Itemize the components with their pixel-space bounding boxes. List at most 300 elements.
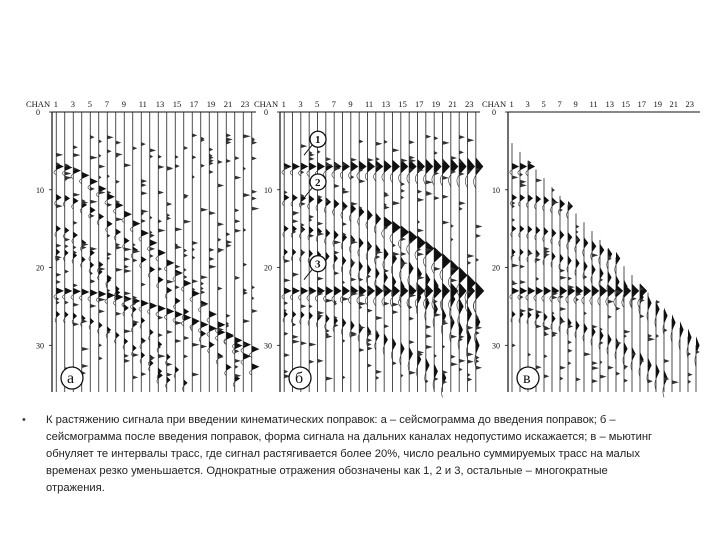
wavelet-mark [116, 332, 120, 339]
wavelet-mark [65, 227, 70, 234]
noise-mark [175, 265, 180, 269]
wavelet-mark [326, 314, 330, 323]
noise-mark [560, 208, 563, 212]
wavelet-mark [301, 311, 305, 319]
wavelet-mark [141, 230, 149, 237]
wavelet-mark [90, 178, 98, 185]
noise-mark [150, 254, 154, 258]
noise-mark [167, 216, 171, 220]
noise-mark [560, 307, 566, 311]
panel-letter: б [295, 370, 304, 387]
noise-mark [235, 374, 242, 378]
noise-mark [544, 247, 549, 251]
wavelet-mark [560, 286, 567, 296]
wavelet-mark [584, 237, 588, 248]
noise-mark [209, 211, 216, 215]
noise-mark [184, 354, 188, 358]
noise-mark [468, 378, 473, 382]
noise-mark [309, 360, 314, 364]
wavelet-mark [584, 261, 588, 272]
noise-mark [520, 265, 525, 269]
noise-mark [192, 372, 199, 376]
noise-mark [184, 336, 190, 340]
noise-mark [141, 191, 147, 195]
wavelet-mark [201, 321, 209, 328]
noise-mark [664, 328, 667, 332]
noise-mark [476, 356, 480, 360]
wavelet-mark [600, 267, 604, 279]
seismogram-panel-3 [482, 99, 700, 397]
wavelet-mark [209, 311, 217, 318]
noise-mark [124, 269, 132, 273]
noise-mark [476, 234, 481, 238]
channel-tick-label: 11 [365, 99, 374, 109]
noise-mark [426, 135, 431, 139]
wavelet-mark [252, 346, 260, 353]
noise-mark [99, 309, 105, 313]
noise-mark [184, 220, 192, 224]
noise-mark [418, 198, 425, 202]
wavelet-mark [476, 282, 484, 300]
noise-mark [243, 134, 251, 138]
noise-mark [359, 305, 362, 309]
noise-mark [201, 208, 208, 212]
noise-mark [141, 219, 146, 223]
noise-mark [544, 374, 549, 378]
noise-mark [90, 187, 95, 191]
channel-tick-label: 17 [189, 99, 199, 109]
noise-mark [544, 354, 548, 358]
noise-mark [401, 237, 406, 241]
wavelet-mark [334, 253, 338, 263]
caption-bullet: • [22, 414, 26, 426]
channel-tick-label: 23 [240, 99, 250, 109]
noise-mark [252, 141, 257, 145]
noise-mark [90, 200, 97, 204]
noise-mark [326, 334, 333, 338]
noise-mark [243, 228, 246, 232]
channel-tick-label: 9 [573, 99, 578, 109]
noise-mark [426, 345, 433, 349]
reflection-marker-label: 1 [315, 134, 321, 147]
noise-mark [401, 195, 404, 199]
noise-mark [418, 276, 425, 280]
wavelet-mark [592, 240, 596, 252]
noise-mark [552, 311, 554, 315]
noise-mark [476, 326, 482, 330]
channel-tick-label: 21 [448, 99, 457, 109]
noise-mark [376, 370, 382, 374]
wavelet-mark [459, 282, 467, 299]
noise-mark [409, 340, 415, 344]
noise-mark [73, 322, 79, 326]
wavelet-mark [309, 162, 317, 170]
wavelet-mark [309, 312, 313, 320]
noise-mark [201, 282, 204, 286]
noise-mark [99, 154, 102, 158]
noise-mark [401, 252, 407, 256]
noise-mark [343, 375, 346, 379]
wavelet-mark [334, 199, 339, 209]
wavelet-mark [56, 311, 60, 318]
wavelet-mark [672, 314, 676, 331]
wavelet-mark [368, 209, 373, 221]
wavelet-mark [528, 311, 532, 319]
wavelet-mark [468, 158, 476, 176]
wavelet-mark [608, 271, 612, 284]
noise-mark [209, 265, 216, 269]
noise-mark [99, 164, 106, 168]
noise-mark [536, 277, 539, 281]
noise-mark [552, 188, 555, 192]
noise-mark [468, 373, 471, 377]
wavelet-mark [175, 311, 183, 318]
noise-mark [107, 149, 111, 153]
channel-tick-label: 23 [685, 99, 694, 109]
wavelet-mark [544, 227, 548, 236]
noise-mark [284, 259, 290, 263]
noise-mark [351, 202, 358, 206]
noise-mark [688, 352, 691, 356]
wavelet-mark [528, 287, 535, 295]
noise-mark [73, 303, 79, 307]
noise-mark [158, 354, 165, 358]
wavelet-mark [584, 285, 591, 296]
channel-tick-label: 17 [415, 99, 424, 109]
noise-mark [252, 285, 255, 289]
wavelet-mark [90, 207, 95, 214]
noise-mark [56, 297, 59, 301]
time-tick-label: 0 [492, 108, 496, 117]
noise-mark [284, 332, 288, 336]
wavelet-mark [368, 161, 376, 173]
noise-mark [476, 258, 479, 262]
noise-mark [393, 361, 397, 365]
noise-mark [150, 230, 153, 234]
noise-mark [560, 276, 567, 280]
noise-mark [209, 170, 213, 174]
noise-mark [520, 183, 527, 187]
noise-mark [451, 335, 457, 339]
wavelet-mark [226, 364, 231, 371]
noise-mark [65, 172, 71, 176]
noise-mark [82, 246, 87, 250]
channel-tick-label: 15 [172, 99, 182, 109]
wavelet-mark [384, 160, 392, 173]
noise-mark [252, 196, 257, 200]
noise-mark [592, 379, 598, 383]
noise-mark [560, 269, 565, 273]
wavelet-mark [65, 288, 73, 295]
noise-mark [192, 155, 196, 159]
noise-mark [201, 164, 205, 168]
noise-mark [443, 195, 449, 199]
wavelet-mark [624, 342, 628, 356]
noise-mark [451, 156, 457, 160]
noise-mark [544, 253, 550, 257]
wavelet-mark [167, 308, 175, 315]
noise-mark [218, 248, 225, 252]
noise-mark [648, 337, 655, 341]
noise-mark [141, 179, 147, 183]
noise-mark [116, 141, 122, 145]
noise-mark [359, 139, 363, 143]
wavelet-mark [576, 258, 580, 269]
noise-mark [616, 372, 620, 376]
noise-mark [401, 182, 405, 186]
wavelet-mark [376, 285, 384, 297]
noise-mark [201, 287, 204, 291]
noise-mark [351, 175, 354, 179]
noise-mark [401, 374, 404, 378]
noise-mark [284, 353, 290, 357]
noise-mark [184, 268, 187, 272]
noise-mark [696, 350, 700, 354]
noise-mark [476, 224, 483, 228]
wavelet-mark [680, 321, 684, 338]
noise-mark [359, 302, 366, 306]
noise-mark [82, 364, 89, 368]
noise-mark [568, 361, 571, 365]
noise-mark [309, 304, 312, 308]
noise-mark [520, 309, 526, 313]
wavelet-mark [201, 330, 206, 337]
wavelet-mark [552, 228, 556, 237]
noise-mark [688, 380, 691, 384]
noise-mark [73, 193, 80, 197]
noise-mark [528, 307, 534, 311]
noise-mark [293, 340, 300, 344]
noise-mark [536, 365, 542, 369]
channel-tick-label: 11 [589, 99, 598, 109]
wavelet-mark [326, 252, 330, 261]
noise-mark [226, 240, 232, 244]
wavelet-mark [133, 306, 137, 313]
noise-mark [124, 359, 130, 363]
wavelet-mark [512, 311, 516, 318]
noise-mark [226, 159, 231, 163]
noise-mark [560, 366, 566, 370]
noise-mark [468, 254, 475, 258]
noise-mark [576, 377, 581, 381]
noise-mark [600, 375, 607, 379]
noise-mark [133, 353, 139, 357]
noise-mark [376, 157, 380, 161]
wavelet-mark [65, 249, 69, 256]
wavelet-mark [512, 194, 517, 201]
wavelet-mark [434, 364, 438, 380]
wavelet-mark [426, 283, 434, 298]
wavelet-mark [235, 337, 243, 344]
noise-mark [252, 207, 260, 211]
noise-mark [568, 324, 573, 328]
wavelet-mark [536, 226, 540, 234]
wavelet-mark [568, 255, 572, 265]
noise-mark [376, 376, 379, 380]
noise-mark [56, 273, 61, 277]
wavelet-mark [167, 376, 171, 383]
noise-mark [56, 153, 63, 157]
noise-mark [124, 247, 131, 251]
time-tick-label: 30 [264, 341, 272, 351]
wavelet-mark [512, 163, 519, 170]
channel-tick-label: 17 [637, 99, 646, 109]
wavelet-mark [175, 297, 180, 304]
noise-mark [520, 173, 523, 177]
noise-mark [334, 271, 339, 275]
noise-mark [167, 202, 173, 206]
wavelet-mark [512, 225, 516, 232]
noise-mark [124, 354, 129, 358]
noise-mark [301, 170, 304, 174]
noise-mark [443, 345, 446, 349]
wavelet-mark [560, 199, 565, 209]
noise-mark [107, 252, 112, 256]
wavelet-mark [124, 237, 129, 244]
wavelet-mark [343, 318, 347, 328]
noise-mark [90, 214, 94, 218]
channel-tick-label: 7 [557, 99, 562, 109]
noise-mark [418, 252, 425, 256]
wavelet-mark [167, 259, 175, 266]
wavelet-mark [141, 256, 146, 263]
wavelet-mark [401, 225, 409, 239]
noise-mark [158, 165, 164, 169]
noise-mark [528, 353, 531, 357]
noise-mark [656, 300, 660, 304]
channel-axis-label: CHAN [26, 99, 51, 109]
wavelet-mark [443, 253, 451, 269]
wavelet-mark [301, 287, 309, 295]
noise-mark [90, 304, 96, 308]
noise-mark [334, 240, 341, 244]
noise-mark [318, 359, 324, 363]
noise-mark [624, 334, 627, 338]
wavelet-mark [158, 305, 166, 312]
noise-mark [209, 147, 213, 151]
noise-mark [451, 362, 458, 366]
wavelet-mark [476, 336, 480, 354]
noise-mark [393, 148, 400, 152]
noise-mark [512, 175, 518, 179]
wavelet-mark [184, 379, 188, 386]
noise-mark [576, 230, 578, 234]
time-tick-label: 30 [492, 341, 500, 351]
noise-mark [158, 267, 162, 271]
noise-mark [326, 329, 330, 333]
noise-mark [468, 261, 472, 265]
wavelet-mark [616, 252, 620, 265]
wavelet-mark [309, 249, 313, 257]
wavelet-mark [409, 347, 413, 361]
wavelet-mark [158, 249, 166, 256]
noise-mark [184, 275, 188, 279]
noise-mark [99, 175, 102, 179]
noise-mark [384, 269, 389, 273]
noise-mark [512, 201, 515, 205]
noise-mark [600, 360, 602, 364]
wavelet-mark [99, 291, 107, 298]
noise-mark [401, 189, 405, 193]
seismogram-panel-1 [26, 99, 259, 392]
noise-mark [536, 178, 542, 182]
noise-mark [434, 267, 441, 271]
wavelet-mark [184, 280, 192, 287]
wavelet-mark [368, 326, 372, 338]
noise-mark [451, 224, 454, 228]
wavelet-mark [82, 289, 90, 296]
noise-mark [218, 222, 224, 226]
noise-mark [293, 323, 297, 327]
noise-mark [600, 341, 603, 345]
channel-tick-label: 21 [223, 99, 233, 109]
wavelet-mark [648, 358, 652, 373]
noise-mark [451, 355, 456, 359]
wavelet-mark [192, 290, 200, 297]
noise-mark [124, 163, 131, 167]
noise-mark [301, 144, 307, 148]
wavelet-mark [90, 289, 98, 296]
noise-mark [384, 140, 388, 144]
noise-mark [616, 307, 620, 311]
noise-mark [192, 133, 197, 137]
wavelet-mark [584, 323, 588, 334]
channel-tick-label: 23 [465, 99, 474, 109]
noise-mark [133, 243, 136, 247]
wavelet-mark [65, 311, 69, 318]
wavelet-mark [592, 285, 599, 297]
noise-mark [235, 229, 242, 233]
noise-mark [150, 247, 155, 251]
wavelet-mark [536, 287, 543, 295]
noise-mark [648, 379, 653, 383]
wavelet-mark [150, 239, 158, 246]
noise-mark [434, 171, 439, 175]
wavelet-mark [648, 295, 652, 310]
noise-mark [648, 334, 652, 338]
noise-mark [226, 232, 230, 236]
noise-mark [468, 352, 474, 356]
wavelet-mark [656, 364, 660, 380]
noise-mark [418, 220, 421, 224]
wavelet-mark [552, 252, 556, 261]
noise-mark [536, 310, 543, 314]
wavelet-mark [520, 248, 524, 255]
time-tick-label: 0 [264, 108, 268, 117]
noise-mark [568, 276, 572, 280]
wavelet-mark [376, 244, 381, 256]
wavelet-mark [65, 195, 70, 202]
noise-mark [150, 154, 153, 158]
noise-mark [243, 319, 250, 323]
wavelet-mark [73, 313, 77, 320]
wavelet-mark [133, 220, 141, 227]
noise-mark [116, 268, 123, 272]
wavelet-mark [150, 329, 154, 336]
noise-mark [56, 204, 63, 208]
noise-mark [368, 347, 373, 351]
noise-mark [192, 175, 195, 179]
wavelet-mark [592, 264, 596, 276]
wavelet-mark [576, 320, 580, 331]
noise-mark [90, 135, 94, 139]
noise-mark [99, 139, 102, 143]
reflection-marker-label: 3 [315, 258, 321, 271]
time-tick-label: 20 [36, 263, 44, 273]
time-tick-label: 10 [36, 185, 44, 195]
noise-mark [167, 330, 173, 334]
noise-mark [434, 196, 439, 200]
